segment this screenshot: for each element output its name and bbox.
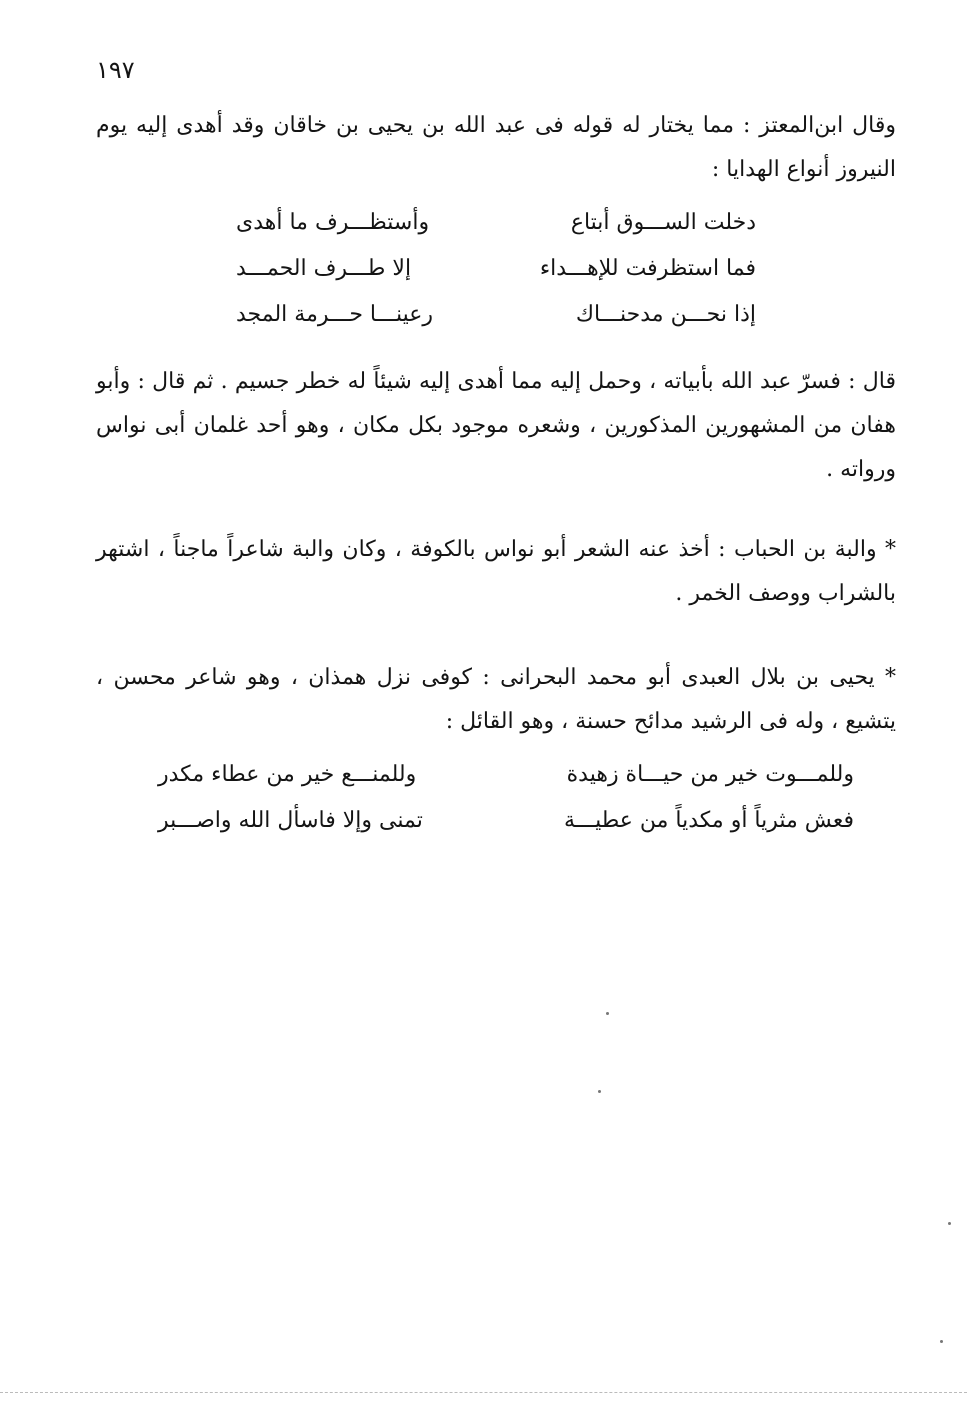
speck bbox=[598, 1090, 601, 1093]
speck bbox=[606, 1012, 609, 1015]
poem-ibn-al-mutazz bbox=[236, 200, 756, 338]
verse-line bbox=[158, 798, 854, 844]
speck bbox=[940, 1340, 943, 1343]
verse-first-hemistich: فعش مثرياً أو مكدياً من عطيـــة bbox=[563, 808, 854, 833]
verse-first-hemistich: دخلت الســـوق أبتاع bbox=[570, 210, 756, 235]
poem-yahya-bin-bilal bbox=[158, 752, 854, 844]
yahya-bin-bilal-entry: * يحيى بن بلال العبدى أبو محمد البحرانى : كوفى نزل همذان ، وهو شاعر محسن ، يتشيع ، وله فى الرشيد مدائح حسنة ، وهو القائل : bbox=[96, 665, 896, 734]
verse-first-hemistich: فما استظرفت للإهـــداء bbox=[539, 256, 756, 281]
verse-first-hemistich: إذا نحـــن مدحنـــاك bbox=[575, 302, 756, 327]
verse-line bbox=[236, 246, 756, 292]
verse-first-hemistich: وللمـــوت خير من حيـــاة زهيدة bbox=[566, 762, 854, 787]
speck bbox=[948, 1222, 951, 1225]
waliba-entry: * والبة بن الحباب : أخذ عنه الشعر أبو نواس بالكوفة ، وكان والبة شاعراً ماجناً ، اشتهر بالشراب ووصف الخمر . bbox=[96, 537, 896, 606]
verse-line bbox=[158, 752, 854, 798]
verse-line bbox=[236, 292, 756, 338]
verse-second-hemistich: وأستظـــرف ما أهدى bbox=[236, 210, 430, 235]
verse-second-hemistich: وللمنـــع خير من عطاء مكدر bbox=[158, 762, 417, 787]
verse-line bbox=[236, 200, 756, 246]
verse-second-hemistich: إلا طـــرف الحمـــد bbox=[236, 256, 412, 281]
intro-paragraph: وقال ابن‌المعتز : مما يختار له قوله فى عبد الله بن يحيى بن خاقان وقد أهدى إليه يوم النيروز أنواع الهدايا : bbox=[96, 113, 896, 182]
abu-hiffan-paragraph: قال : فسرّ عبد الله بأبياته ، وحمل إليه مما أهدى إليه شيئاً له خطر جسيم . ثم قال : وأبو هفان من المشهورين المذكورين ، وشعره موجود بكل مكان ، وهو أحد غلمان أبى نواس ورواته . bbox=[96, 369, 896, 482]
verse-second-hemistich: رعينـــا حـــرمة المجد bbox=[236, 302, 433, 327]
page-bottom-edge bbox=[0, 1392, 967, 1393]
page-number: ١٩٧ bbox=[96, 56, 135, 84]
verse-second-hemistich: تمنى وإلا فاسأل الله واصـــبر bbox=[158, 808, 423, 833]
